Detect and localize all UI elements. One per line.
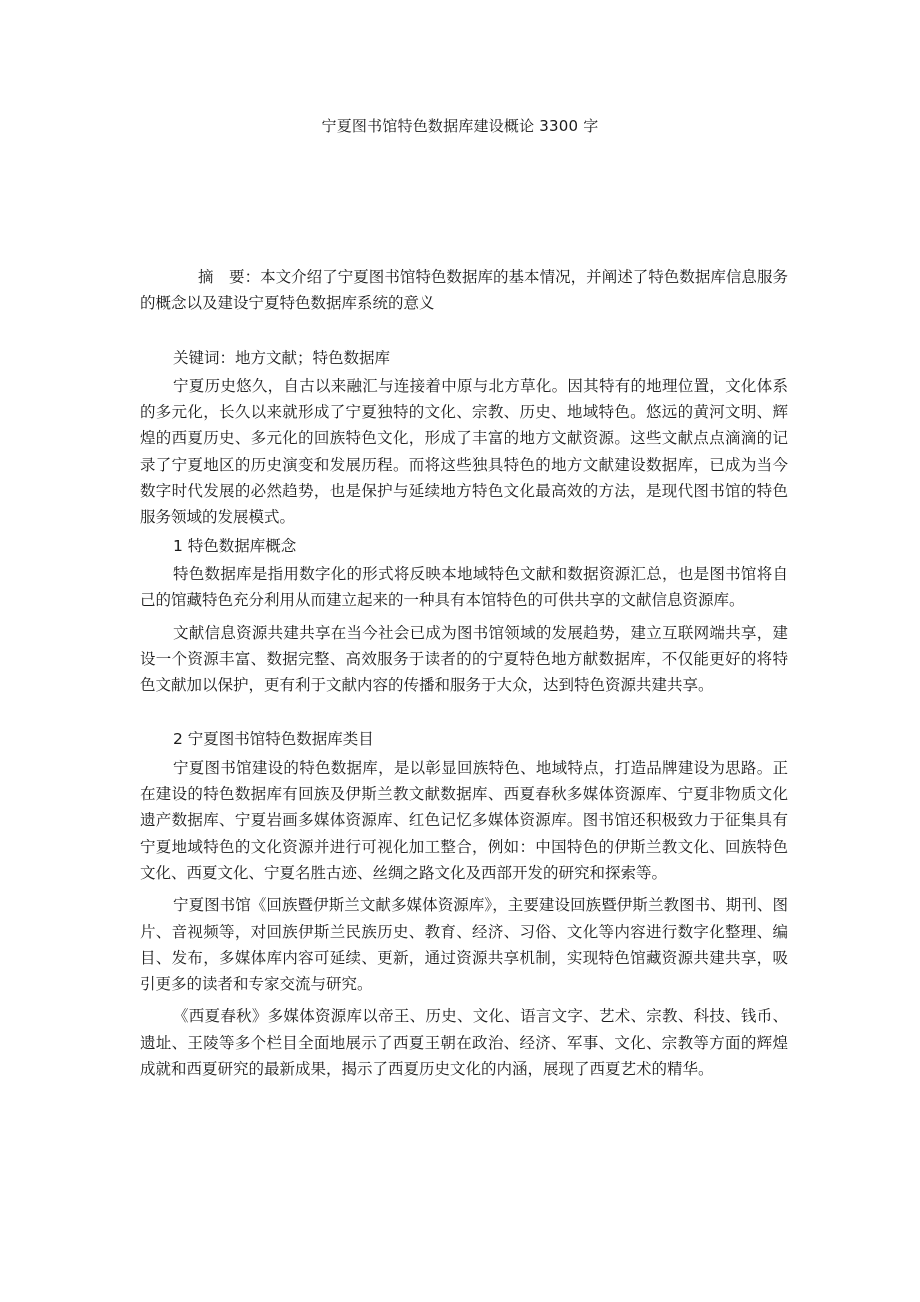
section-2-paragraph-1: 宁夏图书馆建设的特色数据库，是以彰显回族特色、地域特点，打造品牌建设为思路。正在建设的特色数据库有回族及伊斯兰教文献数据库、西夏春秋多媒体资源库、宁夏非物质文化遗产数据库、宁夏岩画多媒体资源库、红色记忆多媒体资源库。图书馆还积极致力于征集具有宁夏地域特色的文化资源并进行可视化加工整合，例如：中国特色的伊斯兰教文化、回族特色文化、西夏文化、宁夏名胜古迹、丝绸之路文化及西部开发的研究和探索等。 — [140, 758, 788, 882]
intro-paragraph: 宁夏历史悠久，自古以来融汇与连接着中原与北方草化。因其特有的地理位置，文化体系的多元化，长久以来就形成了宁夏独特的文化、宗教、历史、地域特色。悠远的黄河文明、辉煌的西夏历史、多元化的回族特色文化，形成了丰富的地方文献资源。这些文献点点滴滴的记录了宁夏地区的历史演变和发展历程。而将这些独具特色的地方文献建设数据库，已成为当今数字时代发展的必然趋势，也是保护与延续地方特色文化最高效的方法，是现代图书馆的特色服务领域的发展模式。 — [140, 376, 788, 527]
section-2-heading: 2 宁夏图书馆特色数据库类目 — [173, 730, 374, 749]
document-title: 宁夏图书馆特色数据库建设概论 3300 字 — [321, 117, 599, 135]
keywords-line: 关键词：地方文献；特色数据库 — [173, 348, 391, 367]
document-body — [140, 264, 788, 1082]
section-1-heading: 1 特色数据库概念 — [173, 536, 297, 555]
section-1-paragraph-2: 文献信息资源共建共享在当今社会已成为图书馆领域的发展趋势，建立互联网端共享，建设一个资源丰富、数据完整、高效服务于读者的的宁夏特色地方献数据库，不仅能更好的将特色文献加以保护，更有利于文献内容的传播和服务于大众，达到特色资源共建共享。 — [140, 623, 788, 695]
section-2-paragraph-3: 《西夏春秋》多媒体资源库以帝王、历史、文化、语言文字、艺术、宗教、科技、钱币、遗址、王陵等多个栏目全面地展示了西夏王朝在政治、经济、军事、文化、宗教等方面的辉煌成就和西夏研究的最新成果，揭示了西夏历史文化的内涵，展现了西夏艺术的精华。 — [140, 1007, 788, 1079]
abstract-paragraph: 摘 要：本文介绍了宁夏图书馆特色数据库的基本情况，并阐述了特色数据库信息服务的概念以及建设宁夏特色数据库系统的意义 — [140, 268, 788, 313]
section-2-paragraph-2: 宁夏图书馆《回族暨伊斯兰文献多媒体资源库》，主要建设回族暨伊斯兰教图书、期刊、图片、音视频等，对回族伊斯兰民族历史、教育、经济、习俗、文化等内容进行数字化整理、编目、发布，多媒体库内容可延续、更新，通过资源共享机制，实现特色馆藏资源共建共享，吸引更多的读者和专家交流与研究。 — [140, 896, 788, 994]
section-1-paragraph-1: 特色数据库是指用数字化的形式将反映本地域特色文献和数据资源汇总，也是图书馆将自己的馆藏特色充分利用从而建立起来的一种具有本馆特色的可供共享的文献信息资源库。 — [140, 564, 788, 610]
